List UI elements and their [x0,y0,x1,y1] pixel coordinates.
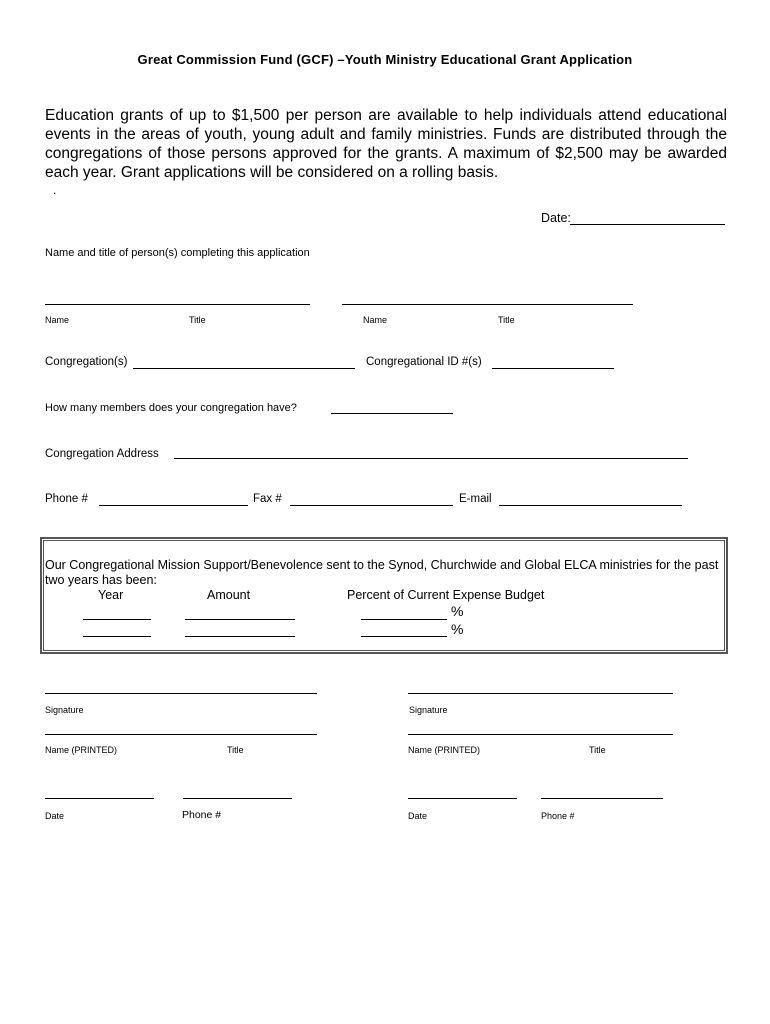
phone-field[interactable] [99,505,248,506]
amount-field-1[interactable] [185,619,295,620]
phone-label-right: Phone # [541,811,575,821]
year-field-1[interactable] [83,619,151,620]
percent-sign-1: % [451,603,464,619]
mission-support-text: Our Congregational Mission Support/Benevolence sent to the Synod, Churchwide and Global ELCA ministries for the past two years has been: [45,558,719,587]
title-label-right: Title [589,745,606,755]
members-label: How many members does your congregation have? [45,402,297,414]
name-printed-field-right[interactable] [408,734,673,735]
email-field[interactable] [499,505,682,506]
date-label-left: Date [45,811,65,821]
members-field[interactable] [331,413,453,414]
year-field-2[interactable] [83,636,151,637]
name-label-1: Name [45,315,70,325]
address-label: Congregation Address [45,448,159,460]
name-printed-field-left[interactable] [45,734,317,735]
year-column-header: Year [98,588,124,602]
address-field[interactable] [174,458,688,459]
amount-field-2[interactable] [185,636,295,637]
email-label: E-mail [459,493,492,505]
form-title: Great Commission Fund (GCF) –Youth Ministry Educational Grant Application [137,52,633,67]
percent-sign-2: % [451,621,464,637]
amount-column-header: Amount [207,588,251,602]
fax-label: Fax # [253,493,282,505]
name-printed-label-left: Name (PRINTED) [45,745,118,755]
completing-label: Name and title of person(s) completing this application [45,247,310,259]
percent-column-header: Percent of Current Expense Budget [347,588,545,602]
phone-field-right[interactable] [541,798,663,799]
congregation-field[interactable] [133,368,355,369]
signature-label-left: Signature [45,705,84,715]
congregation-label: Congregation(s) [45,356,128,368]
stray-dot: . [53,183,57,197]
signature-label-right: Signature [409,705,448,715]
fax-field[interactable] [290,505,453,506]
date-label: Date: [541,211,571,225]
phone-label: Phone # [45,493,88,505]
name-label-2: Name [363,315,388,325]
title-label-2: Title [498,315,515,325]
title-label-left: Title [227,745,244,755]
name-printed-label-right: Name (PRINTED) [408,745,481,755]
percent-field-2[interactable] [361,636,447,637]
date-field-right[interactable] [408,798,517,799]
signature-field-right[interactable] [408,693,673,694]
phone-field-left[interactable] [183,798,292,799]
date-field-left[interactable] [45,798,154,799]
title-label-1: Title [189,315,206,325]
percent-field-1[interactable] [361,619,447,620]
congregational-id-field[interactable] [492,368,614,369]
intro-paragraph: Education grants of up to $1,500 per person are available to help individuals attend educational events in the areas of youth, young adult and family ministries. Funds are distributed through the congregations of those persons approved for the grants. A maximum of $2,500 may be awarded each year. Grant applications will be considered on a rolling basis. [45,107,727,181]
completing-name-title-field-1[interactable] [45,304,310,305]
phone-label-left: Phone # [182,809,222,821]
completing-name-title-field-2[interactable] [342,304,633,305]
congregational-id-label: Congregational ID #(s) [366,356,482,368]
signature-field-left[interactable] [45,693,317,694]
date-label-right: Date [408,811,428,821]
date-field[interactable] [570,224,725,225]
